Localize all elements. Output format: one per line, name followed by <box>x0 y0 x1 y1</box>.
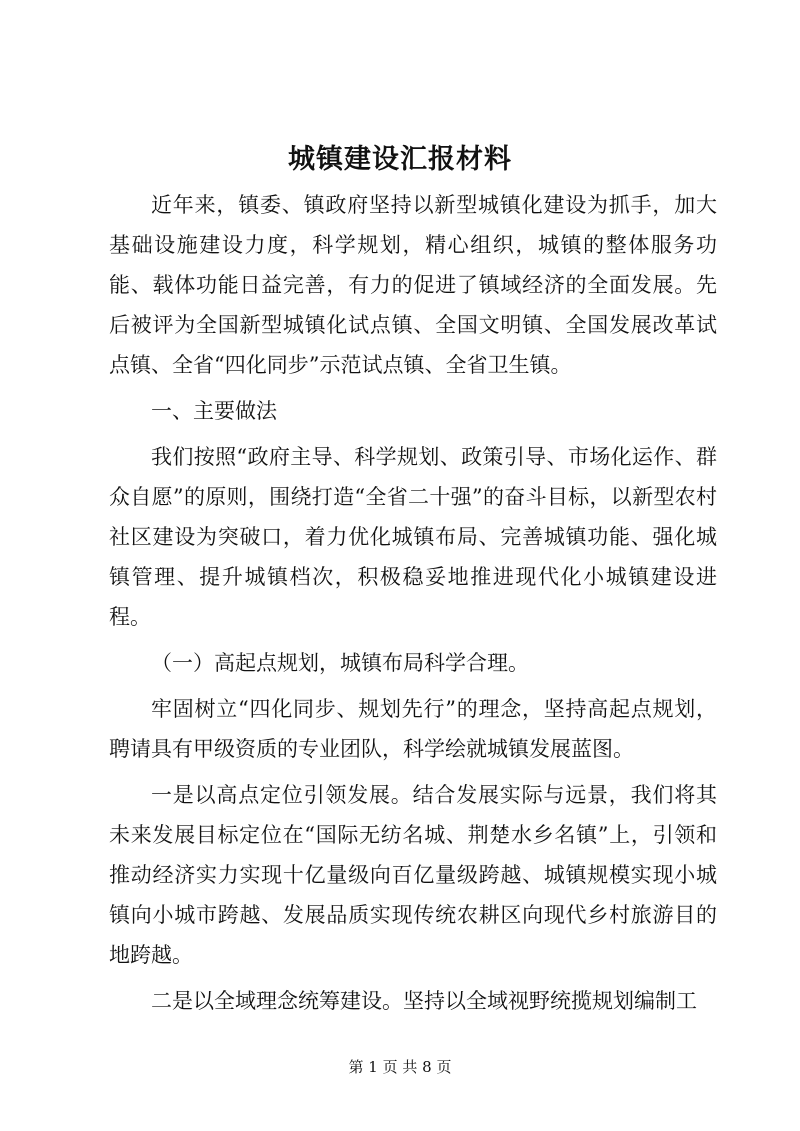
paragraph-global-concept: 二是以全域理念统筹建设。坚持以全域视野统揽规划编制工 <box>151 989 697 1013</box>
subsection-heading-planning: （一）高起点规划，城镇布局科学合理。 <box>151 651 529 675</box>
document-body <box>109 185 717 1027</box>
paragraph-planning-concept: 牢固树立“四化同步、规划先行”的理念，坚持高起点规划，聘请具有甲级资质的专业团队，科学绘就城镇发展蓝图。 <box>109 697 717 761</box>
paragraph-principles: 我们按照“政府主导、科学规划、政策引导、市场化运作、群众自愿”的原则，围绕打造“全省二十强”的奋斗目标，以新型农村社区建设为突破口，着力优化城镇布局、完善城镇功能、强化城镇管理、提升城镇档次，积极稳妥地推进现代化小城镇建设进程。 <box>109 445 717 629</box>
section-heading-main-practices: 一、主要做法 <box>151 399 277 423</box>
paragraph-high-positioning: 一是以高点定位引领发展。结合发展实际与远景，我们将其未来发展目标定位在“国际无纺名城、荆楚水乡名镇”上，引领和推动经济实力实现十亿量级向百亿量级跨越、城镇规模实现小城镇向小城市跨越、发展品质实现传统农耕区向现代乡村旅游目的地跨越。 <box>109 783 717 967</box>
document-title: 城镇建设汇报材料 <box>288 144 512 175</box>
paragraph-intro: 近年来，镇委、镇政府坚持以新型城镇化建设为抓手，加大基础设施建设力度，科学规划，精心组织，城镇的整体服务功能、载体功能日益完善，有力的促进了镇域经济的全面发展。先后被评为全国新型城镇化试点镇、全国文明镇、全国发展改革试点镇、全省“四化同步”示范试点镇、全省卫生镇。 <box>109 193 717 377</box>
page-footer: 第 1 页 共 8 页 <box>348 1058 452 1076</box>
